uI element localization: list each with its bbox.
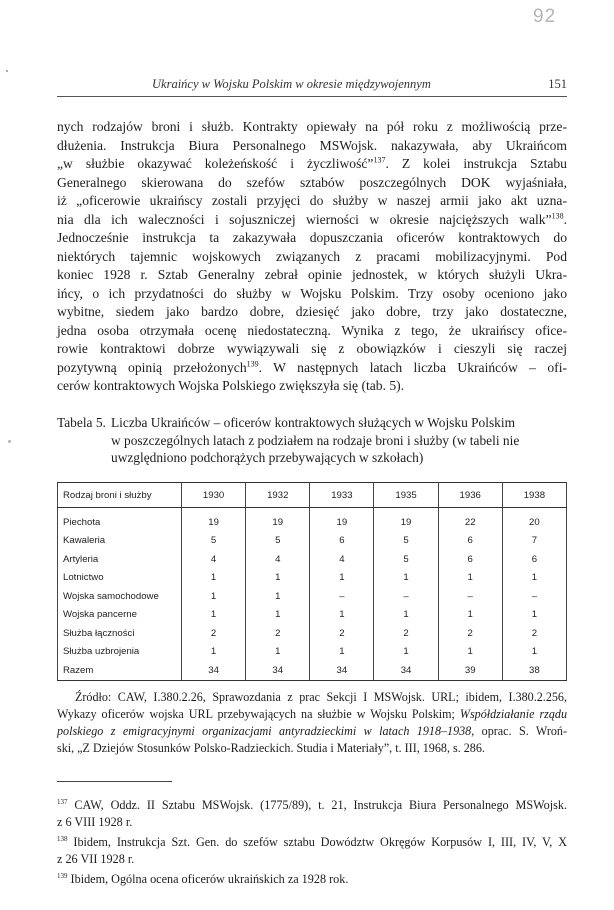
table-cell: 19 <box>310 508 374 532</box>
text-line: dłużenia. Instrukcja Biura Personalnego MSWojsk. nakazywała, aby Ukraińcom <box>57 137 567 153</box>
table-cell: 2 <box>310 624 374 643</box>
row-label: Służba uzbrojenia <box>58 643 182 662</box>
table-row <box>58 606 567 625</box>
table-cell: 1 <box>182 606 246 625</box>
table-caption-label: Tabela 5. <box>57 415 106 430</box>
table-cell: 19 <box>374 508 438 532</box>
table-cell: 6 <box>502 550 566 569</box>
source-line: Źródło: CAW, I.380.2.26, Sprawozdania z prac Sekcji I MSWojsk. URL; ibidem, I.380.2.256, <box>75 690 567 704</box>
row-label: Razem <box>58 661 182 680</box>
table-cell: 38 <box>502 661 566 680</box>
table-cell: 1 <box>246 587 310 606</box>
table-cell: 1 <box>502 569 566 588</box>
table-cell: – <box>374 587 438 606</box>
table-header-row <box>58 483 567 508</box>
source-line: ski, „Z Dziejów Stosunków Polsko-Radzieckich. Studia i Materiały”, t. III, 1968, s. 286. <box>57 741 485 755</box>
table-cell: 5 <box>182 532 246 551</box>
row-label: Wojska samochodowe <box>58 587 182 606</box>
text-line: rowie kontraktowi dobrze wywiązywali się z obowiązków i cieszyli się raczej <box>57 341 567 356</box>
table-cell: 1 <box>438 606 502 625</box>
table-cell: 1 <box>374 606 438 625</box>
table-cell: 5 <box>246 532 310 551</box>
table-cell: 4 <box>246 550 310 569</box>
text-line: ińcy, o ich przydatności do służby w Wojsku Polskim. Trzy osoby oceniono jako <box>57 285 567 301</box>
source-line: polskiego z emigracyjnymi organizacjami antyradzieckimi w latach 1918–1938, oprac. S. Wroń- <box>57 724 567 738</box>
text-line: wybitne, siedem jako bardzo dobre, dziesięć jako dobre, trzy jako dostateczne, <box>57 304 567 319</box>
text-line: nia dla ich waleczności i sojuszniczej wierności w okresie najcięższych walk”$^{138}$. <box>57 210 567 227</box>
table-cell: 1 <box>246 643 310 662</box>
table-cell: – <box>438 587 502 606</box>
header-rule <box>57 96 567 97</box>
table-row <box>58 624 567 643</box>
table-cell: – <box>310 587 374 606</box>
table-cell: – <box>502 587 566 606</box>
text-line: niektórych tajemnic wojskowych związanych z pracami mobilizacyjnymi. Pod <box>57 248 567 264</box>
column-header: 1938 <box>502 483 566 508</box>
table-cell: 6 <box>438 550 502 569</box>
table-cell: 1 <box>438 643 502 662</box>
column-header: 1932 <box>246 483 310 508</box>
table-cell: 2 <box>374 624 438 643</box>
table-cell: 4 <box>310 550 374 569</box>
table-row <box>58 508 567 532</box>
text-line: pozytywną opinią przełożonych$^{139}$. W następnych latach liczba Ukraińców – ofi- <box>57 358 568 375</box>
table-cell: 34 <box>182 661 246 680</box>
table-cell: 34 <box>310 661 374 680</box>
table-row <box>58 587 567 606</box>
table-source-note <box>57 689 567 757</box>
table-cell: 1 <box>310 643 374 662</box>
row-label: Lotnictwo <box>58 569 182 588</box>
footnotes <box>57 797 567 892</box>
footnote-139 <box>57 871 567 888</box>
table-cell: 4 <box>182 550 246 569</box>
table-cell: 1 <box>182 569 246 588</box>
row-label: Służba łączności <box>58 624 182 643</box>
footnote-ref-139: 139 <box>246 358 259 368</box>
scan-speck <box>8 440 11 443</box>
table-row <box>58 532 567 551</box>
footnote-137 <box>57 797 567 830</box>
page-number: 151 <box>548 77 567 91</box>
footnote-line: z 26 VII 1928 r. <box>57 851 135 866</box>
scan-speck <box>6 70 8 72</box>
table-cell: 19 <box>246 508 310 532</box>
footnote-rule <box>57 781 172 782</box>
table-cell: 1 <box>502 643 566 662</box>
row-label: Artyleria <box>58 550 182 569</box>
table-cell: 2 <box>502 624 566 643</box>
footnote-line: $^{139}$ Ibidem, Ogólna ocena oficerów ukraińskich za 1928 rok. <box>57 871 349 886</box>
footnote-line: z 6 VIII 1928 r. <box>57 814 133 829</box>
column-header: 1936 <box>438 483 502 508</box>
text-line: nych rodzajów broni i służb. Kontrakty opiewały na pół roku z możliwością prze- <box>57 119 567 134</box>
table-cell: 22 <box>438 508 502 532</box>
officers-table <box>57 482 567 681</box>
text-line: Jednocześnie instrukcja ta zakazywała dopuszczania oficerów kontraktowych do <box>57 230 567 245</box>
table-cell: 1 <box>246 569 310 588</box>
caption-line: Liczba Ukraińców – oficerów kontraktowych służących w Wojsku Polskim <box>111 415 516 430</box>
table-row <box>58 661 567 680</box>
table-cell: 1 <box>374 643 438 662</box>
row-label: Wojska pancerne <box>58 606 182 625</box>
row-label: Piechota <box>58 508 182 532</box>
table-cell: 2 <box>182 624 246 643</box>
table-cell: 1 <box>182 587 246 606</box>
main-paragraph <box>57 118 567 396</box>
text-line: cerów kontraktowych Wojska Polskiego zwiększyła się (tab. 5). <box>57 378 405 393</box>
table-cell: 5 <box>374 550 438 569</box>
table-cell: 1 <box>502 606 566 625</box>
footnote-line: $^{137}$ CAW, Oddz. II Sztabu MSWojsk. (1775/89), t. 21, Instrukcja Biura Personalnego MSWojsk. <box>57 797 567 812</box>
text-line: iż „oficerowie ukraińscy zostali przyjęci do służby w naszej armii jako akt uzna- <box>57 193 567 208</box>
table-cell: 20 <box>502 508 566 532</box>
table-cell: 1 <box>182 643 246 662</box>
table-cell: 6 <box>438 532 502 551</box>
table-row <box>58 550 567 569</box>
text-line: „w służbie okazywać koleżeńskość i życzliwość”$^{137}$. Z kolei instrukcja Sztabu <box>57 155 567 171</box>
table-cell: 34 <box>246 661 310 680</box>
table-cell: 5 <box>374 532 438 551</box>
table-cell: 2 <box>438 624 502 643</box>
table-body <box>58 508 567 681</box>
running-header <box>152 77 567 92</box>
table-cell: 1 <box>310 569 374 588</box>
table-row <box>58 643 567 662</box>
running-header-title: Ukraińcy w Wojsku Polskim w okresie międzywojennym <box>152 77 431 91</box>
column-header: Rodzaj broni i służby <box>58 483 182 508</box>
table-cell: 7 <box>502 532 566 551</box>
table-row <box>58 569 567 588</box>
text-line: jedna osoba otrzymała ocenę niedostateczną. Wynika z tego, że ukraińscy ofice- <box>57 322 567 338</box>
text-line: Generalnego skierowana do szefów sztabów poszczególnych DOK wyjaśniała, <box>57 174 567 190</box>
table-cell: 1 <box>374 569 438 588</box>
column-header: 1930 <box>182 483 246 508</box>
table-cell: 1 <box>246 606 310 625</box>
table-cell: 34 <box>374 661 438 680</box>
table-cell: 2 <box>246 624 310 643</box>
table-cell: 1 <box>310 606 374 625</box>
source-line: Wykazy oficerów wojska URL przebywających na służbie w Wojsku Polskim; Współdziałanie rządu <box>57 707 567 721</box>
footnote-line: $^{138}$ Ibidem, Instrukcja Szt. Gen. do szefów sztabu Dowództw Okręgów Korpusów I, III, IV, V, X <box>57 834 567 849</box>
footnote-138 <box>57 834 567 867</box>
footnote-ref-137: 137 <box>373 155 386 165</box>
row-label: Kawaleria <box>58 532 182 551</box>
text-line: koniec 1928 r. Sztab Generalny zebrał opinie jednostek, w których służyli Ukra- <box>57 267 567 282</box>
table-cell: 1 <box>438 569 502 588</box>
column-header: 1935 <box>374 483 438 508</box>
table-caption <box>57 414 567 467</box>
footnote-ref-138: 138 <box>551 210 564 220</box>
column-header: 1933 <box>310 483 374 508</box>
caption-line: w poszczególnych latach z podziałem na rodzaje broni i służby (w tabeli nie <box>111 432 520 448</box>
caption-line: uwzględniono podchorążych przebywających w szkołach) <box>111 450 424 465</box>
table-cell: 19 <box>182 508 246 532</box>
table-cell: 39 <box>438 661 502 680</box>
pencil-page-mark: 92 <box>533 6 557 27</box>
table-cell: 6 <box>310 532 374 551</box>
